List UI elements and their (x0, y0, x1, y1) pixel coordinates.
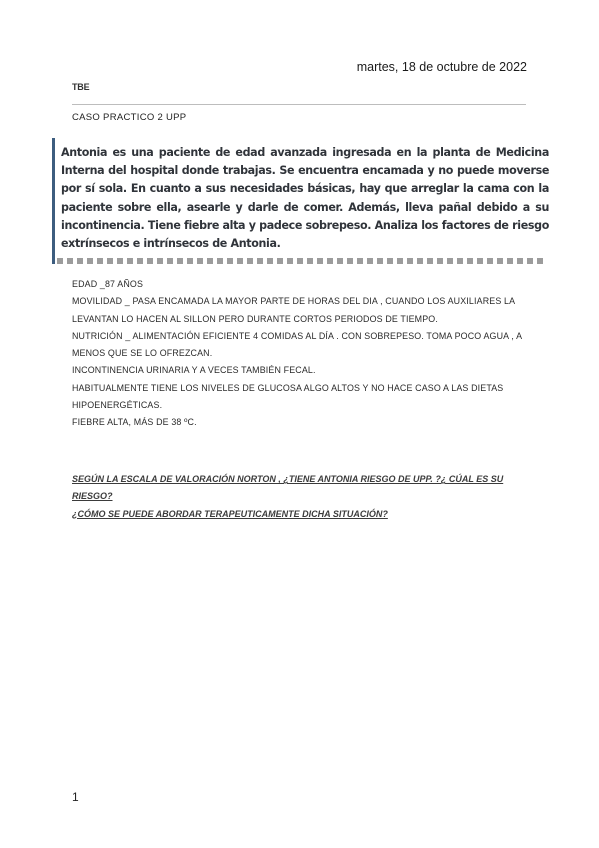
data-item-age: EDAD _87 AÑOS (72, 279, 144, 289)
document-date: martes, 18 de octubre de 2022 (356, 60, 527, 74)
questions-block (72, 471, 532, 523)
document-subtitle: CASO PRACTICO 2 UPP (72, 112, 187, 123)
data-item-nutrition: NUTRICIÓN _ ALIMENTACIÓN EFICIENTE 4 COMIDAS AL DÍA . CON SOBREPESO. TOMA POCO AGUA , A MENOS QUE SE LO OFREZCAN. (72, 330, 522, 359)
data-item-incontinence: INCONTINENCIA URINARIA Y A VECES TAMBIÉN FECAL. (72, 365, 316, 376)
case-statement-text: Antonia es una paciente de edad avanzada ingresada en la planta de Medicina Interna del hospital donde trabajas. Se encuentra encamada y no puede moverse por sí sola. En cuanto a sus necesidades básicas, hay que arreglar la cama con la paciente sobre ella, asearle y darle de comer. Además, lleva pañal debido a su incontinencia. Tiene fiebre alta y padece sobrepeso. Analiza los factores de riesgo extrínsecos e intrínsecos de Antonia. (61, 146, 549, 251)
data-item-mobility: MOVILIDAD _ PASA ENCAMADA LA MAYOR PARTE DE HORAS DEL DIA , CUANDO LOS AUXILIARES LA LEVANTAN LO HACEN AL SILLON PERO DURANTE CORTOS PERIODOS DE TIEMPO. (72, 296, 515, 324)
header-divider (72, 104, 526, 105)
cropped-text-line (57, 258, 546, 264)
question-norton: SEGÚN LA ESCALA DE VALORACIÓN NORTON , ¿TIENE ANTONIA RIESGO DE UPP. ?¿ CÚAL ES SU RIESGO? (72, 474, 504, 502)
page-number: 1 (72, 790, 79, 804)
patient-data-list (72, 276, 532, 432)
data-item-fever: FIEBRE ALTA, MÁS DE 38 ºC. (72, 417, 197, 428)
tbe-label: TBE (72, 82, 90, 92)
question-therapy: ¿CÓMO SE PUEDE ABORDAR TERAPEUTICAMENTE DICHA SITUACIÓN? (72, 508, 388, 519)
case-statement-image (52, 138, 549, 264)
data-item-glucose: HABITUALMENTE TIENE LOS NIVELES DE GLUCOSA ALGO ALTOS Y NO HACE CASO A LAS DIETAS HIPOENERGÉTICAS. (72, 382, 504, 411)
